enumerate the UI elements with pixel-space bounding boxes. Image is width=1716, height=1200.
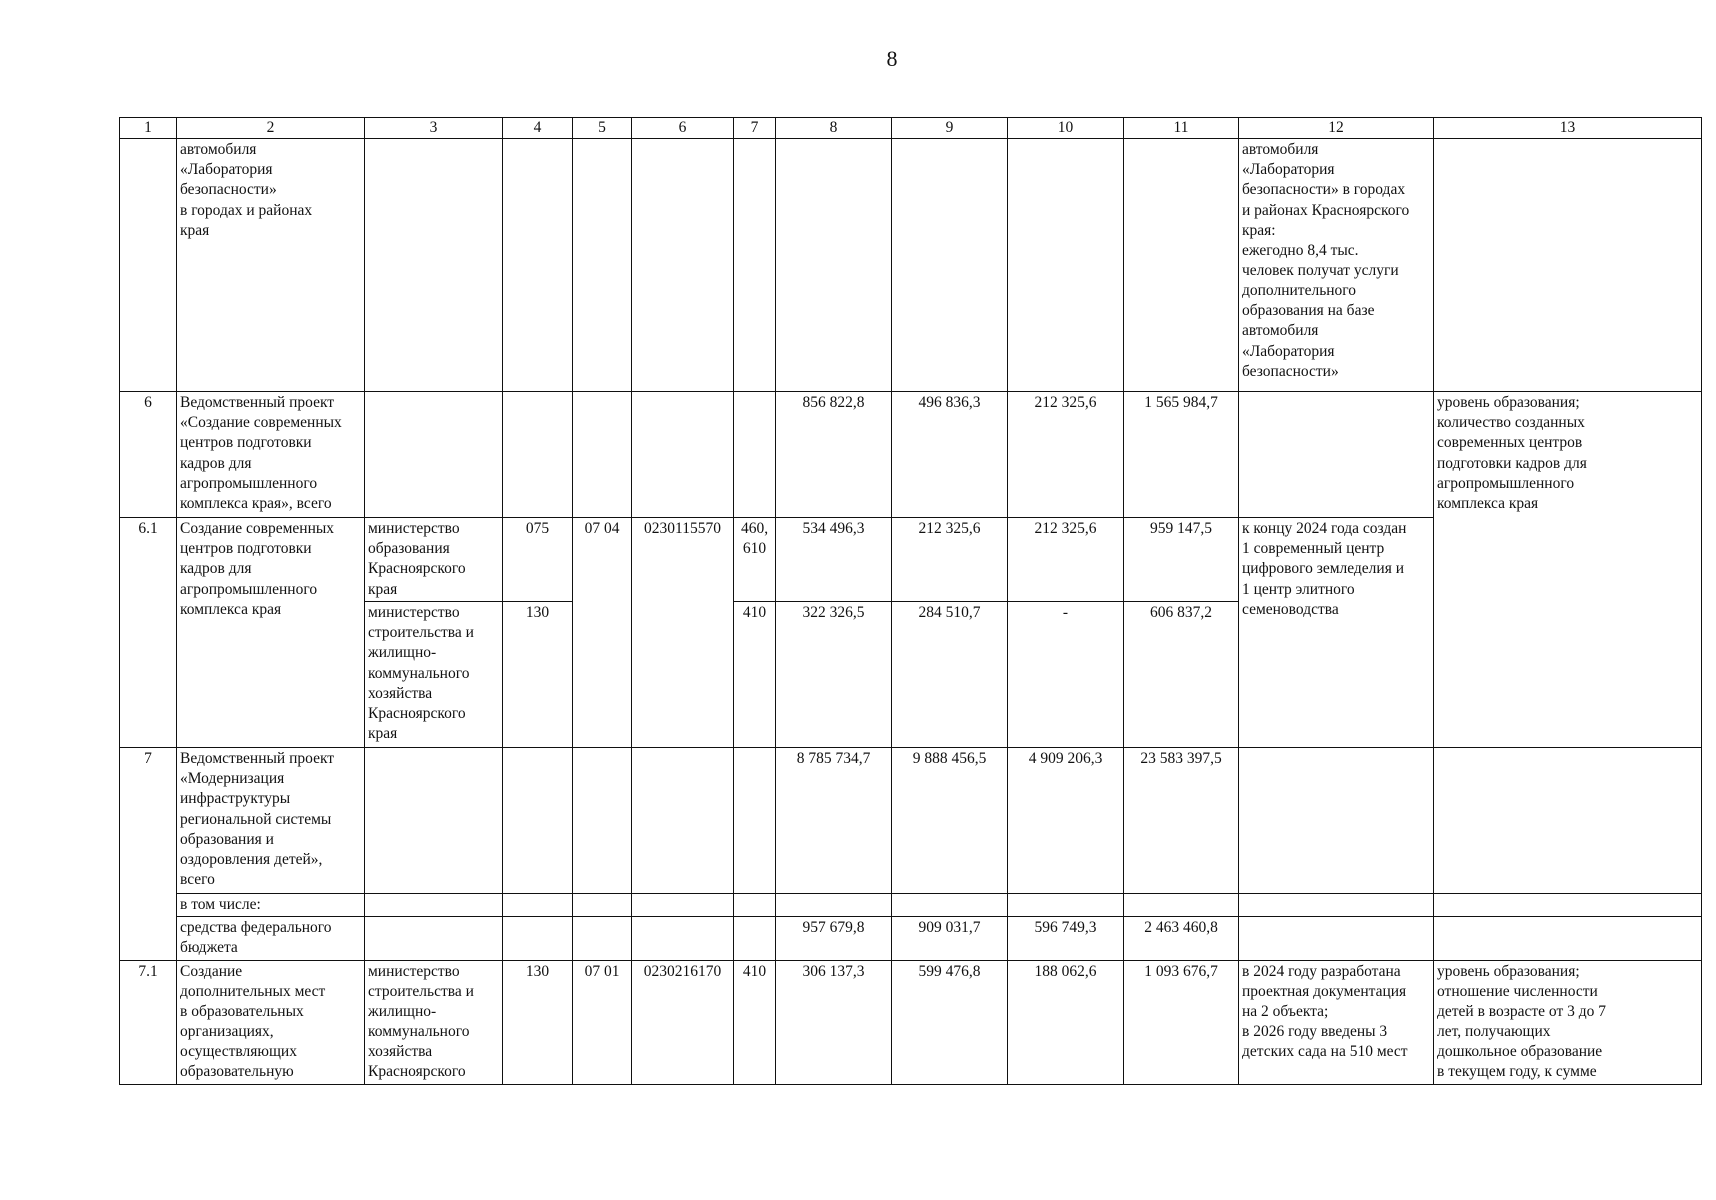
- cell-rzpr: 07 01: [573, 960, 632, 1084]
- cell-result: к концу 2024 года создан 1 современный центр цифрового земледелия и 1 центр элитного семеноводства: [1239, 518, 1434, 748]
- cell-value: 1 093 676,7: [1124, 960, 1239, 1084]
- cell-value: 284 510,7: [892, 602, 1008, 748]
- cell-name: в том числе:: [177, 894, 365, 917]
- cell-name: Создание современных центров подготовки кадров для агропромышленного комплекса края: [177, 518, 365, 748]
- cell-result: автомобиля «Лаборатория безопасности» в городах и районах Красноярского края: ежегодно 8,4 тыс. человек получат услуги дополнительного образования на базе автомобиля «Лаборатория безопасности»: [1239, 139, 1434, 392]
- cell-name: автомобиля «Лаборатория безопасности» в городах и районах края: [177, 139, 365, 392]
- cell-value: 212 325,6: [1008, 518, 1124, 602]
- cell-num: 7: [120, 748, 177, 960]
- cell-org: министерство строительства и жилищно- коммунального хозяйства Красноярского: [365, 960, 503, 1084]
- cell-csr: 0230115570: [632, 518, 734, 748]
- cell-vr: 410: [734, 960, 776, 1084]
- cell-value: 4 909 206,3: [1008, 748, 1124, 894]
- cell-value: 212 325,6: [892, 518, 1008, 602]
- col-header: 7: [734, 118, 776, 139]
- table-row: [120, 894, 1702, 917]
- cell-grbs: 130: [503, 960, 573, 1084]
- col-header: 13: [1434, 118, 1702, 139]
- table-row: [120, 917, 1702, 960]
- table-row: [120, 392, 1702, 518]
- table-row: [120, 960, 1702, 1084]
- cell-name: Ведомственный проект «Модернизация инфраструктуры региональной системы образования и оздоровления детей», всего: [177, 748, 365, 894]
- cell-value: 959 147,5: [1124, 518, 1239, 602]
- cell-num: 6: [120, 392, 177, 518]
- cell-value: -: [1008, 602, 1124, 748]
- cell-vr: 410: [734, 602, 776, 748]
- cell-indicator: уровень образования; отношение численности детей в возрасте от 3 до 7 лет, получающих дошкольное образование в текущем году, к сумме: [1434, 960, 1702, 1084]
- cell-csr: 0230216170: [632, 960, 734, 1084]
- cell-value: 2 463 460,8: [1124, 917, 1239, 960]
- cell-value: 534 496,3: [776, 518, 892, 602]
- cell-value: 496 836,3: [892, 392, 1008, 518]
- cell-value: 188 062,6: [1008, 960, 1124, 1084]
- cell-result: в 2024 году разработана проектная документация на 2 объекта; в 2026 году введены 3 детских сада на 510 мест: [1239, 960, 1434, 1084]
- cell-value: 599 476,8: [892, 960, 1008, 1084]
- col-header: 9: [892, 118, 1008, 139]
- cell-grbs: 075: [503, 518, 573, 602]
- page-number: 8: [886, 46, 898, 71]
- cell-name: Создание дополнительных мест в образовательных организациях, осуществляющих образовательную: [177, 960, 365, 1084]
- cell-value: 606 837,2: [1124, 602, 1239, 748]
- cell-value: 322 326,5: [776, 602, 892, 748]
- cell-value: 957 679,8: [776, 917, 892, 960]
- cell-value: 596 749,3: [1008, 917, 1124, 960]
- cell-value: 856 822,8: [776, 392, 892, 518]
- cell-name: средства федерального бюджета: [177, 917, 365, 960]
- cell-value: 9 888 456,5: [892, 748, 1008, 894]
- cell-org: министерство образования Красноярского края: [365, 518, 503, 602]
- col-header: 2: [177, 118, 365, 139]
- cell-indicator: уровень образования; количество созданных современных центров подготовки кадров для агропромышленного комплекса края: [1434, 392, 1702, 748]
- col-header: 6: [632, 118, 734, 139]
- cell-value: 8 785 734,7: [776, 748, 892, 894]
- cell-name: Ведомственный проект «Создание современных центров подготовки кадров для агропромышленного комплекса края», всего: [177, 392, 365, 518]
- col-header: 1: [120, 118, 177, 139]
- cell-vr: 460, 610: [734, 518, 776, 602]
- cell-value: 212 325,6: [1008, 392, 1124, 518]
- cell-num: 7.1: [120, 960, 177, 1084]
- cell-num: 6.1: [120, 518, 177, 748]
- col-header: 11: [1124, 118, 1239, 139]
- col-header: 4: [503, 118, 573, 139]
- budget-table: [119, 117, 1702, 1085]
- col-header: 5: [573, 118, 632, 139]
- table-row: [120, 139, 1702, 392]
- cell-value: 1 565 984,7: [1124, 392, 1239, 518]
- cell-org: министерство строительства и жилищно- коммунального хозяйства Красноярского края: [365, 602, 503, 748]
- cell-rzpr: 07 04: [573, 518, 632, 748]
- col-header: 12: [1239, 118, 1434, 139]
- table-row: [120, 748, 1702, 894]
- col-header: 3: [365, 118, 503, 139]
- cell-value: 306 137,3: [776, 960, 892, 1084]
- cell-grbs: 130: [503, 602, 573, 748]
- cell-value: 23 583 397,5: [1124, 748, 1239, 894]
- cell-value: 909 031,7: [892, 917, 1008, 960]
- header-row: [120, 118, 1702, 139]
- col-header: 8: [776, 118, 892, 139]
- col-header: 10: [1008, 118, 1124, 139]
